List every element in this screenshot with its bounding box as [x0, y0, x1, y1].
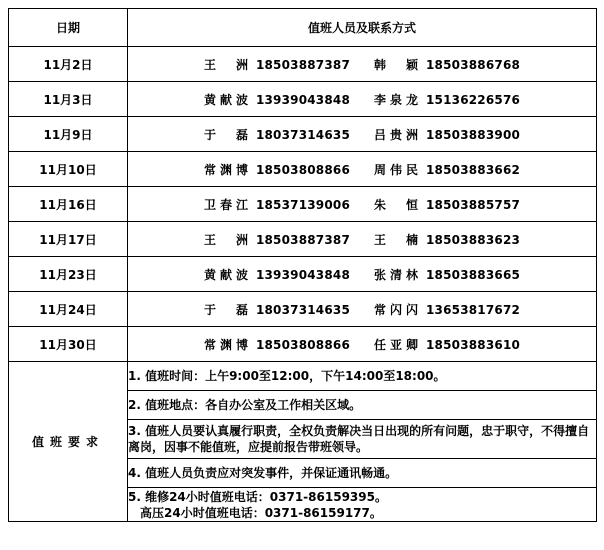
duty-person-2	[374, 91, 520, 108]
duty-contacts	[128, 327, 597, 362]
schedule-row	[9, 257, 597, 292]
date-column-header: 日期	[9, 9, 128, 47]
duty-person-1	[204, 266, 350, 283]
schedule-row	[9, 82, 597, 117]
person-name: 任亚卿	[374, 337, 418, 352]
person-phone: 18037314635	[255, 127, 350, 142]
duty-date: 11月2日	[9, 47, 128, 82]
duty-person-1	[204, 126, 350, 143]
person-phone: 18037314635	[255, 302, 350, 317]
person-name: 王 楠	[374, 232, 418, 247]
requirement-item: 2. 值班地点：各自办公室及工作相关区域。	[128, 391, 597, 420]
duty-date: 11月10日	[9, 152, 128, 187]
person-name: 黄献波	[203, 267, 248, 282]
duty-person-1	[204, 91, 350, 108]
requirement-item: 4. 值班人员负责应对突发事件，并保证通讯畅通。	[128, 459, 597, 488]
person-name: 常渊博	[203, 162, 248, 177]
schedule-row	[9, 222, 597, 257]
person-phone: 18503808866	[255, 337, 350, 352]
person-phone: 15136226576	[426, 92, 521, 107]
requirement-row	[9, 362, 597, 391]
hotline-repair: 5. 维修24小时值班电话：0371-86159395。	[128, 489, 387, 504]
person-phone: 18503885757	[426, 197, 521, 212]
duty-date: 11月3日	[9, 82, 128, 117]
person-name: 于 磊	[203, 127, 248, 142]
info-column-header: 值班人员及联系方式	[128, 9, 597, 47]
duty-person-1	[204, 161, 350, 178]
duty-contacts	[128, 222, 597, 257]
duty-person-2	[374, 126, 520, 143]
person-phone: 18503808866	[255, 162, 350, 177]
duty-contacts	[128, 187, 597, 222]
person-name: 王 洲	[203, 57, 248, 72]
duty-person-2	[374, 56, 520, 73]
person-name: 张清林	[374, 267, 418, 282]
duty-contacts	[128, 47, 597, 82]
schedule-row	[9, 187, 597, 222]
duty-date: 11月23日	[9, 257, 128, 292]
duty-contacts	[128, 292, 597, 327]
person-phone: 18503883900	[426, 127, 521, 142]
duty-date: 11月9日	[9, 117, 128, 152]
requirements-title: 值班要求	[9, 362, 128, 522]
person-phone: 13939043848	[255, 92, 350, 107]
requirement-item: 3. 值班人员要认真履行职责，全权负责解决当日出现的所有问题，忠于职守，不得擅自离岗，因事不能值班，应提前报告带班领导。	[128, 420, 597, 459]
duty-person-2	[374, 196, 520, 213]
person-phone: 18503883662	[426, 162, 521, 177]
duty-person-2	[374, 336, 520, 353]
person-phone: 18537139006	[255, 197, 350, 212]
schedule-row	[9, 47, 597, 82]
person-phone: 13653817672	[426, 302, 521, 317]
person-name: 周伟民	[374, 162, 418, 177]
person-phone: 18503887387	[255, 232, 350, 247]
person-name: 李泉龙	[374, 92, 418, 107]
duty-date: 11月17日	[9, 222, 128, 257]
person-phone: 18503883665	[426, 267, 521, 282]
duty-person-2	[374, 231, 520, 248]
duty-date: 11月30日	[9, 327, 128, 362]
duty-person-1	[204, 231, 350, 248]
person-phone: 18503886768	[426, 57, 521, 72]
person-name: 常渊博	[203, 337, 248, 352]
duty-person-1	[204, 301, 350, 318]
person-name: 吕贵洲	[374, 127, 418, 142]
duty-person-2	[374, 161, 520, 178]
duty-schedule-table	[8, 8, 597, 522]
schedule-row	[9, 292, 597, 327]
duty-date: 11月24日	[9, 292, 128, 327]
schedule-row	[9, 327, 597, 362]
duty-date: 11月16日	[9, 187, 128, 222]
duty-contacts	[128, 82, 597, 117]
person-name: 常闪闪	[374, 302, 418, 317]
person-phone: 18503883610	[426, 337, 521, 352]
requirement-item	[128, 488, 597, 522]
person-name: 于 磊	[203, 302, 248, 317]
person-name: 卫春江	[203, 197, 248, 212]
duty-person-1	[204, 196, 350, 213]
person-phone: 13939043848	[255, 267, 350, 282]
person-name: 黄献波	[203, 92, 248, 107]
duty-contacts	[128, 117, 597, 152]
duty-person-2	[374, 266, 520, 283]
table-header-row	[9, 9, 597, 47]
duty-person-1	[204, 336, 350, 353]
person-name: 王 洲	[203, 232, 248, 247]
person-phone: 18503887387	[255, 57, 350, 72]
duty-person-2	[374, 301, 520, 318]
duty-contacts	[128, 257, 597, 292]
duty-person-1	[204, 56, 350, 73]
person-name: 韩 颖	[374, 57, 418, 72]
duty-contacts	[128, 152, 597, 187]
schedule-row	[9, 152, 597, 187]
person-name: 朱 恒	[374, 197, 418, 212]
hotline-high-voltage: 高压24小时值班电话：0371-86159177。	[140, 505, 382, 520]
requirement-item: 1. 值班时间：上午9:00至12:00，下午14:00至18:00。	[128, 362, 597, 391]
person-phone: 18503883623	[426, 232, 521, 247]
schedule-row	[9, 117, 597, 152]
